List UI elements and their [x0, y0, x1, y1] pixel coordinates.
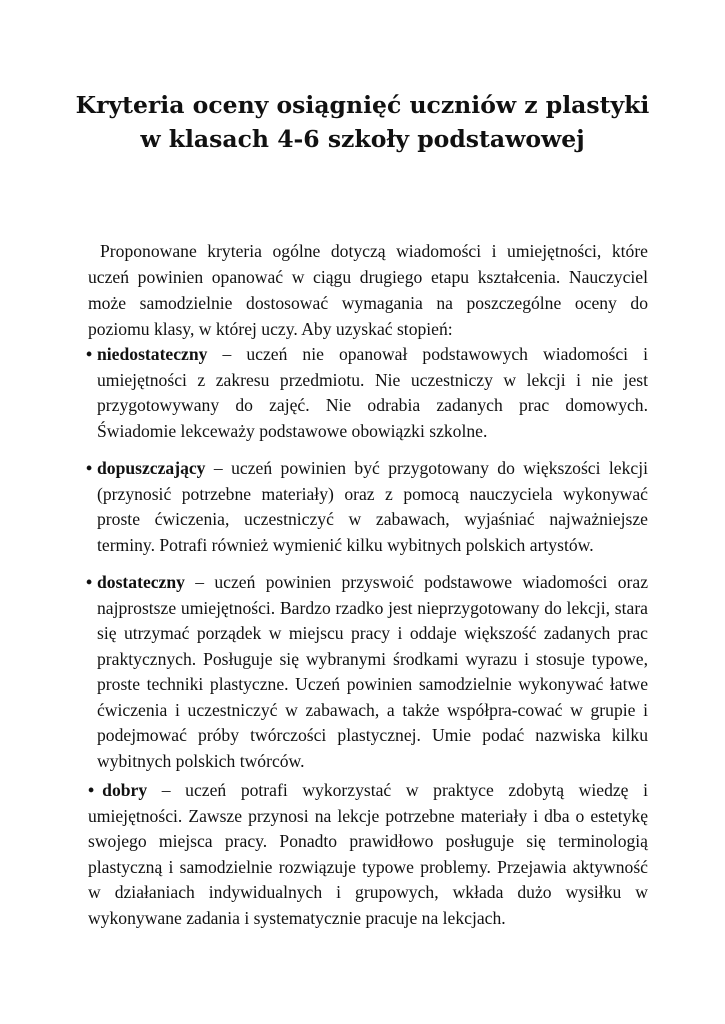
title-line-1: Kryteria oceny osiągnięć uczniów z plastyki: [75, 91, 650, 119]
bullet: •: [86, 572, 93, 592]
criterion-text: – uczeń powinien być przygotowany do większości lekcji (przynosić potrzebne materiały) oraz z pomocą nauczyciela wykonywać proste ćwiczenia, uczestniczyć w zabawach, wyjaśniać najważniejsze terminy. Potrafi również wymienić kilku wybitnych polskich artystów.: [97, 458, 648, 555]
intro-paragraph: Proponowane kryteria ogólne dotyczą wiadomości i umiejętności, które uczeń powinien opanować w ciągu drugiego etapu kształcenia. Nauczyciel może samodzielnie dostosować wymagania na poszczególne oceny do poziomu klasy, w której uczy. Aby uzyskać stopień:: [88, 241, 648, 339]
bullet: •: [86, 458, 93, 478]
title-line-2: w klasach 4-6 szkoły podstawowej: [140, 125, 585, 153]
document-title: [60, 88, 665, 156]
grade-name: dobry: [102, 780, 148, 800]
criterion-text: – uczeń nie opanował podstawowych wiadomości i umiejętności z zakresu przedmiotu. Nie uczestniczy w lekcji i nie jest przygotowywany do zajęć. Nie odrabia zadanych prac domowych. Świadomie lekceważy podstawowe obowiązki szkolne.: [97, 344, 648, 441]
criterion-text: – uczeń potrafi wykorzystać w praktyce zdobytą wiedzę i umiejętności. Zawsze przynosi na lekcje potrzebne materiały i dba o estetykę swojego miejsca pracy. Ponadto prawidłowo posługuje się terminologią plastyczną i samodzielnie rozwiązuje typowe problemy. Przejawia aktywność w działaniach indywidualnych i grupowych, wkłada dużo wysiłku w wykonywane zadania i systematycznie pracuje na lekcjach.: [88, 780, 648, 928]
grade-name: dostateczny: [97, 572, 185, 592]
grade-name: dopuszczający: [97, 458, 206, 478]
criterion-dobry: [88, 778, 648, 931]
criterion-dopuszczajacy: [86, 456, 648, 558]
criterion-dostateczny: [86, 570, 648, 774]
bullet: •: [88, 780, 95, 800]
bullet: •: [86, 344, 93, 364]
grade-name: niedostateczny: [97, 344, 208, 364]
criterion-text: – uczeń powinien przyswoić podstawowe wiadomości oraz najprostsze umiejętności. Bardzo rzadko jest nieprzygotowany do lekcji, stara się utrzymać porządek w miejscu pracy i oddaje większość zadanych prac praktycznych. Posługuje się wybranymi środkami wyrazu i stosuje typowe, proste techniki plastyczne. Uczeń powinien samodzielnie wykonywać łatwe ćwiczenia i uczestniczyć w zabawach, a także współpra-cować w grupie i podejmować próby twórczości plastycznej. Umie podać nazwiska kilku wybitnych polskich twórców.: [97, 572, 648, 771]
criterion-niedostateczny: [86, 342, 648, 444]
